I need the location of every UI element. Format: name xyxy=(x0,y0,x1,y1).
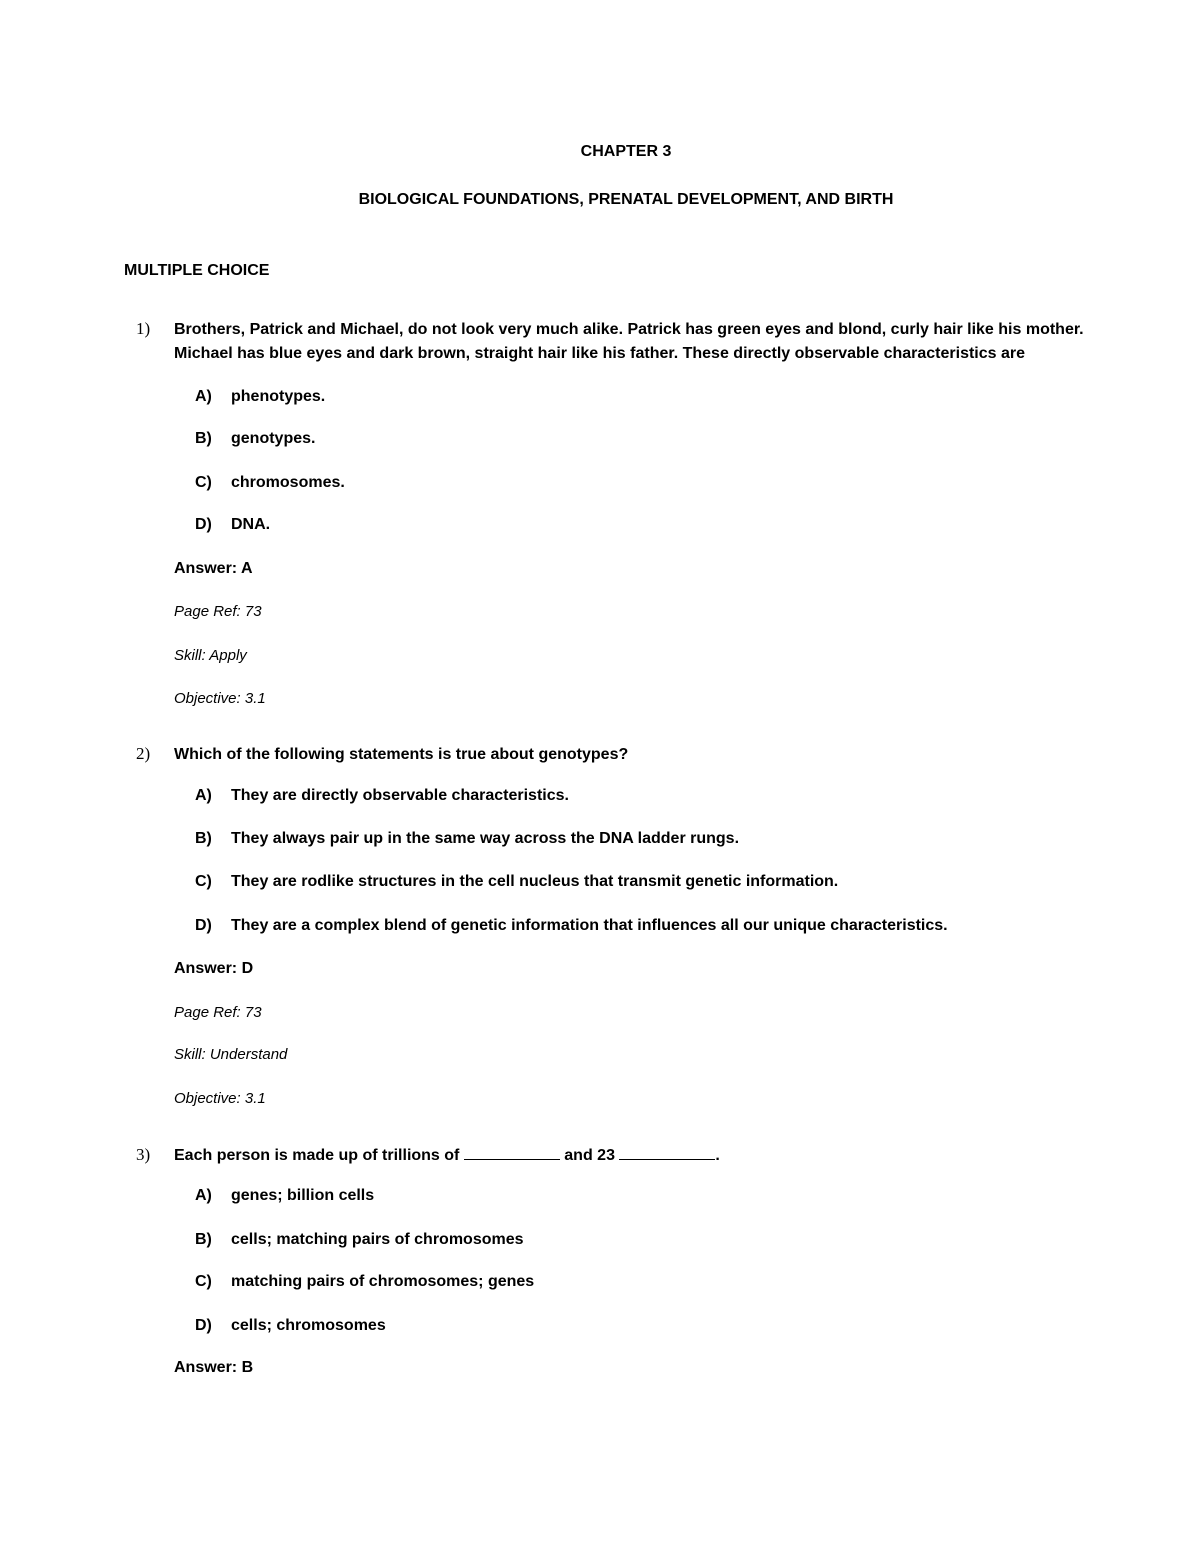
option-text: matching pairs of chromosomes; genes xyxy=(231,1273,535,1290)
option-letter: A) xyxy=(195,388,212,405)
question-number: 2) xyxy=(136,744,151,763)
question-text-part-1: Each person is made up of trillions of xyxy=(174,1147,460,1164)
question-text-part-2: and 23 xyxy=(564,1147,615,1164)
option-letter: C) xyxy=(195,1273,212,1290)
option-text: cells; matching pairs of chromosomes xyxy=(231,1231,524,1248)
option-letter: C) xyxy=(195,873,212,890)
objective: Objective: 3.1 xyxy=(174,690,266,707)
option-text: They are a complex blend of genetic information that influences all our unique characteristics. xyxy=(231,917,948,934)
option-letter: D) xyxy=(195,917,212,934)
option-letter: D) xyxy=(195,1317,212,1334)
question-text-part-3: . xyxy=(715,1147,720,1164)
skill: Skill: Apply xyxy=(174,647,247,664)
question-text: Brothers, Patrick and Michael, do not look very much alike. Patrick has green eyes and blond, curly hair like his mother. Michael has blue eyes and dark brown, straight hair like his father. These directly observable characteristics are xyxy=(174,321,1084,362)
answer: Answer: D xyxy=(174,960,254,977)
option-letter: B) xyxy=(195,430,212,447)
option-text: chromosomes. xyxy=(231,474,345,491)
chapter-title: BIOLOGICAL FOUNDATIONS, PRENATAL DEVELOPMENT, AND BIRTH xyxy=(358,191,894,208)
section-title: MULTIPLE CHOICE xyxy=(124,262,270,279)
option-letter: D) xyxy=(195,516,212,533)
option-text: genotypes. xyxy=(231,430,316,447)
option-letter: B) xyxy=(195,1231,212,1248)
option-text: They always pair up in the same way across the DNA ladder rungs. xyxy=(231,830,740,847)
question-text xyxy=(174,1144,720,1168)
option-text: DNA. xyxy=(231,516,271,533)
answer-blank xyxy=(464,1145,560,1160)
skill: Skill: Understand xyxy=(174,1046,288,1063)
option-text: cells; chromosomes xyxy=(231,1317,386,1334)
question-number: 1) xyxy=(136,319,151,338)
option-text: phenotypes. xyxy=(231,388,326,405)
page-ref: Page Ref: 73 xyxy=(174,603,262,620)
option-text: genes; billion cells xyxy=(231,1187,375,1204)
option-text: They are directly observable characteristics. xyxy=(231,787,569,804)
question-text: Which of the following statements is true about genotypes? xyxy=(174,746,629,763)
option-letter: B) xyxy=(195,830,212,847)
option-letter: C) xyxy=(195,474,212,491)
answer-blank xyxy=(619,1145,715,1160)
objective: Objective: 3.1 xyxy=(174,1090,266,1107)
option-letter: A) xyxy=(195,787,212,804)
chapter-heading: CHAPTER 3 xyxy=(580,143,672,160)
page-ref: Page Ref: 73 xyxy=(174,1004,262,1021)
option-letter: A) xyxy=(195,1187,212,1204)
option-text: They are rodlike structures in the cell nucleus that transmit genetic information. xyxy=(231,873,839,890)
answer: Answer: B xyxy=(174,1359,254,1376)
answer: Answer: A xyxy=(174,560,253,577)
question-number: 3) xyxy=(136,1145,151,1164)
